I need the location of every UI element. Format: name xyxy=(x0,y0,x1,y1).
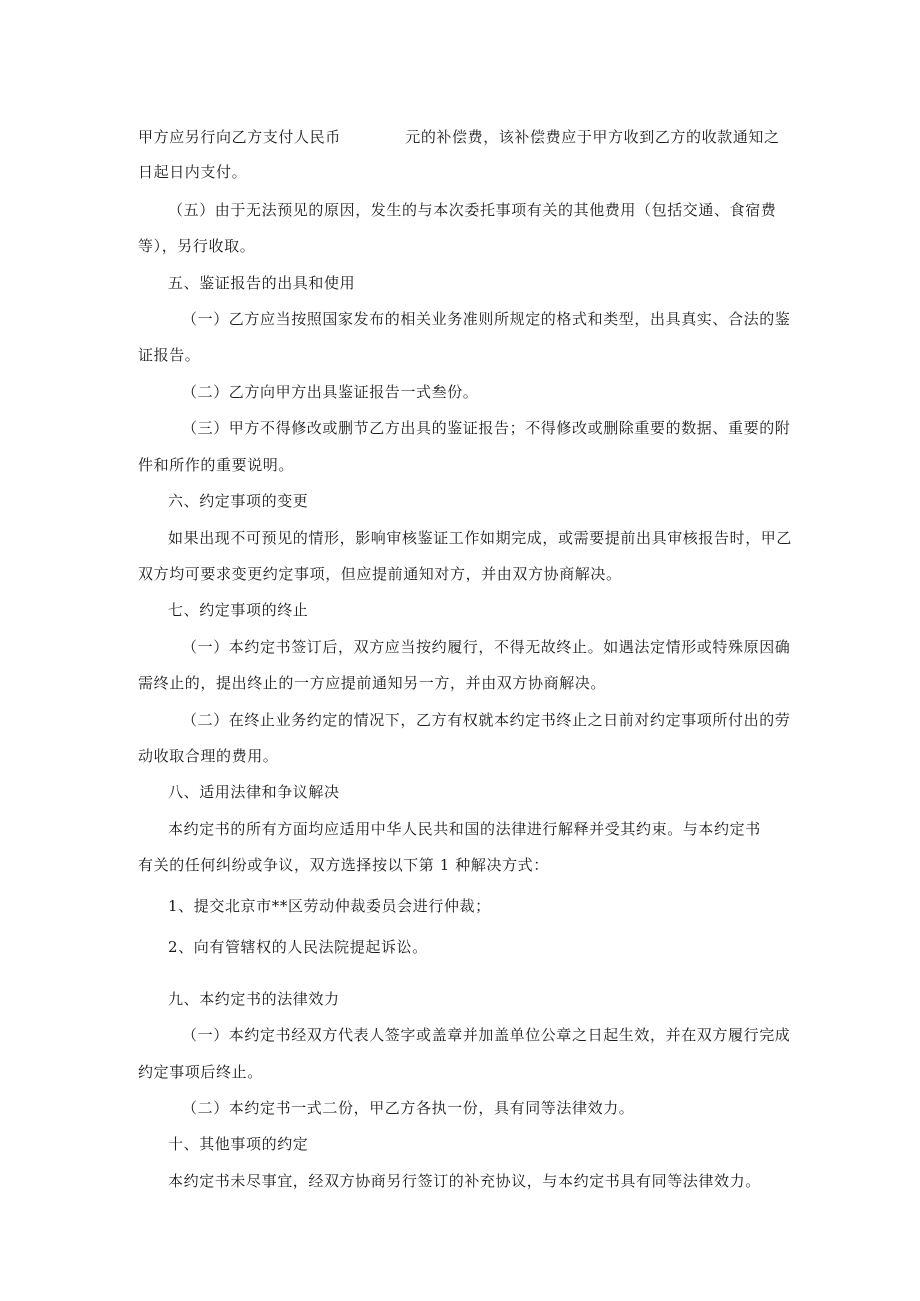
section-heading: 九、本约定书的法律效力 xyxy=(168,990,340,1008)
paragraph-line: 本约定书未尽事宜，经双方协商另行签订的补充协议，与本约定书具有同等法律效力。 xyxy=(168,1172,761,1190)
paragraph-line: （一）本约定书经双方代表人签字或盖章并加盖单位公章之日起生效，并在双方履行完成 xyxy=(182,1026,791,1044)
paragraph-line: 需终止的，提出终止的一方应提前通知另一方，并由双方协商解决。 xyxy=(138,674,607,692)
paragraph-line: 本约定书的所有方面均应适用中华人民共和国的法律进行解释并受其约束。与本约定书 xyxy=(168,820,761,838)
paragraph-line: （二）本约定书一式二份，甲乙方各执一份，具有同等法律效力。 xyxy=(182,1099,635,1117)
paragraph-line: 双方均可要求变更约定事项，但应提前通知对方，并由双方协商解决。 xyxy=(138,565,622,583)
paragraph-line: （五）由于无法预见的原因，发生的与本次委托事项有关的其他费用（包括交通、食宿费 xyxy=(168,201,777,219)
paragraph-line: 等），另行收取。 xyxy=(138,237,256,255)
paragraph-line: 动收取合理的费用。 xyxy=(138,747,279,765)
paragraph-line: 有关的任何纠纷或争议，双方选择按以下第 1 种解决方式： xyxy=(138,856,549,874)
paragraph-line: （一）乙方应当按照国家发布的相关业务准则所规定的格式和类型，出具真实、合法的鉴 xyxy=(182,310,791,328)
paragraph-line: （二）乙方向甲方出具鉴证报告一式叁份。 xyxy=(182,383,479,401)
section-heading: 十、其他事项的约定 xyxy=(168,1135,309,1153)
list-item: 1、提交北京市**区劳动仲裁委员会进行仲裁； xyxy=(168,897,491,915)
section-heading: 五、鉴证报告的出具和使用 xyxy=(168,274,356,292)
paragraph-line: （二）在终止业务约定的情况下，乙方有权就本约定书终止之日前对约定事项所付出的劳 xyxy=(182,711,791,729)
list-item: 2、向有管辖权的人民法院提起诉讼。 xyxy=(168,938,428,956)
paragraph-line: 甲方应另行向乙方支付人民币 元的补偿费，该补偿费应于甲方收到乙方的收款通知之 xyxy=(138,128,780,146)
paragraph-line: 证报告。 xyxy=(138,346,201,364)
paragraph-line: 约定事项后终止。 xyxy=(138,1063,263,1081)
paragraph-line: 如果出现不可预见的情形，影响审核鉴证工作如期完成，或需要提前出具审核报告时，甲乙 xyxy=(168,529,793,547)
paragraph-line: 件和所作的重要说明。 xyxy=(138,456,295,474)
section-heading: 七、约定事项的终止 xyxy=(168,601,309,619)
section-heading: 六、约定事项的变更 xyxy=(168,492,309,510)
paragraph-line: （一）本约定书签订后，双方应当按约履行，不得无故终止。如遇法定情形或特殊原因确 xyxy=(182,638,791,656)
section-heading: 八、适用法律和争议解决 xyxy=(168,783,340,801)
paragraph-line: 日起日内支付。 xyxy=(138,163,248,181)
paragraph-line: （三）甲方不得修改或删节乙方出具的鉴证报告；不得修改或删除重要的数据、重要的附 xyxy=(182,419,791,437)
